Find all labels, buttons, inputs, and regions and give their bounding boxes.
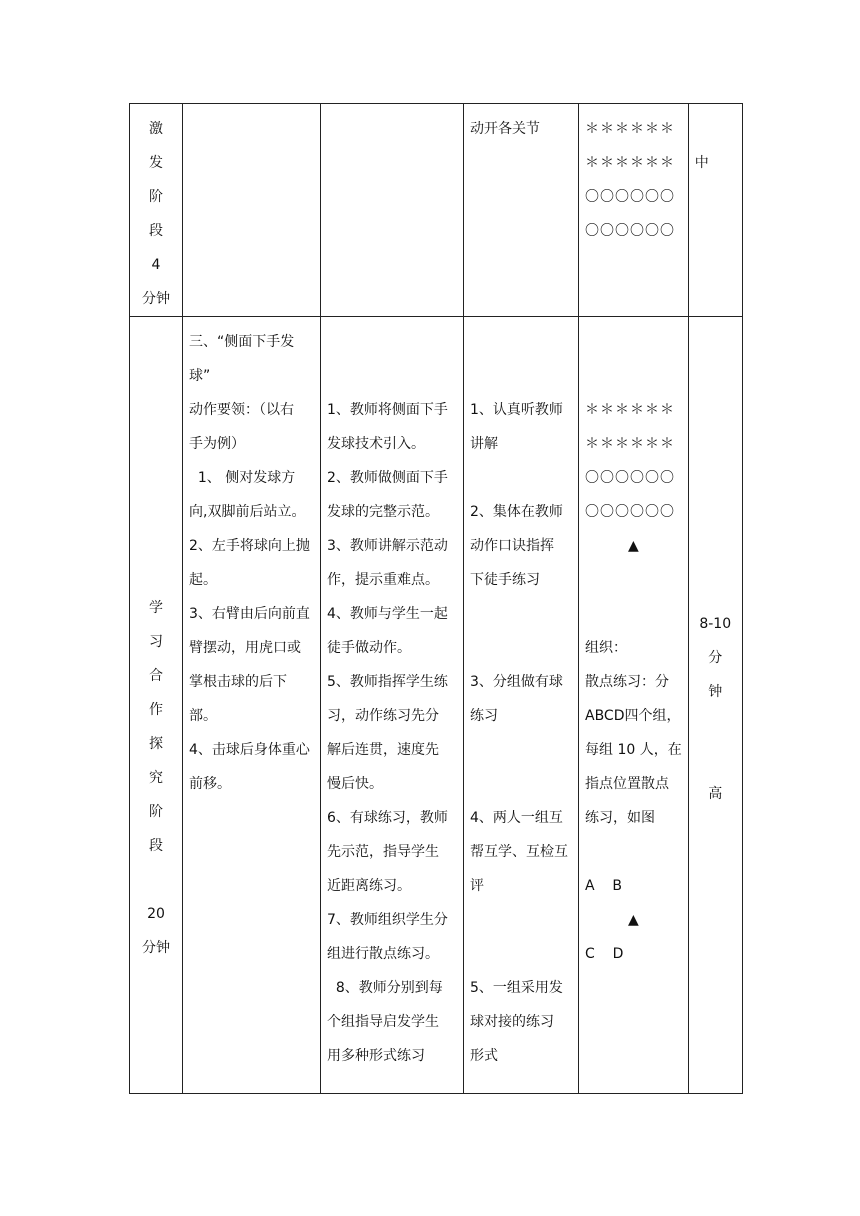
formation-diagram <box>579 104 688 248</box>
text-line: 3、分组做有球 <box>470 674 563 690</box>
table-row <box>130 317 743 1094</box>
text-line: 钟 <box>708 684 723 700</box>
text-line: 形式 <box>470 1048 498 1064</box>
text-line: 2、集体在教师 <box>470 504 563 520</box>
text-line: 动作口诀指挥 <box>470 538 554 554</box>
text-line: 探 <box>149 736 163 752</box>
text-line: 部。 <box>189 708 217 724</box>
text-line: ABCD四个组， <box>585 708 681 724</box>
text-line <box>470 767 572 801</box>
text-line <box>470 461 572 495</box>
organization-text <box>585 631 682 835</box>
text-line: 解后连贯，速度先 <box>327 742 439 758</box>
formation-diagram <box>585 393 682 529</box>
text-line: 段 <box>149 223 163 239</box>
text-line: 每组 10 人，在 <box>585 742 682 758</box>
text-line: 学 <box>149 600 163 616</box>
text-line: 下徒手练习 <box>470 572 540 588</box>
text-line: ＊＊＊＊＊＊ <box>585 402 675 418</box>
text-line: 合 <box>149 668 163 684</box>
text-line <box>695 709 736 743</box>
text-line: 评 <box>470 878 484 894</box>
exercise-load <box>689 104 742 180</box>
text-line: 8、教师分别到每 <box>327 980 443 996</box>
text-line: 4、两人一组互 <box>470 810 563 826</box>
organization-cell <box>579 317 689 1094</box>
text-line: 臂摆动，用虎口或 <box>189 640 301 656</box>
text-line <box>327 359 457 393</box>
text-line: 前移。 <box>189 776 231 792</box>
student-activity <box>464 317 578 1073</box>
text-line: 作 <box>149 702 163 718</box>
text-line: 发球技术引入。 <box>327 436 425 452</box>
group-ab-label: A B <box>585 878 622 894</box>
text-line: 5、教师指挥学生练 <box>327 674 448 690</box>
text-line: ＊＊＊＊＊＊ <box>585 436 675 452</box>
text-line: 掌根击球的后下 <box>189 674 287 690</box>
text-line: 6、有球练习，教师 <box>327 810 448 826</box>
text-line: 动开各关节 <box>470 121 540 137</box>
stage-cell <box>130 104 183 317</box>
text-line <box>695 743 736 777</box>
text-line: 阶 <box>149 189 163 205</box>
text-line: 20 <box>147 906 165 922</box>
text-line: 高 <box>708 786 723 802</box>
text-line: 阶 <box>149 804 163 820</box>
text-line: 习，动作练习先分 <box>327 708 439 724</box>
load-cell <box>688 104 742 317</box>
text-line: 三、“侧面下手发 <box>189 334 295 350</box>
content-cell <box>183 317 321 1094</box>
student-cell <box>464 317 579 1094</box>
text-line: 7、教师组织学生分 <box>327 912 448 928</box>
text-line <box>470 597 572 631</box>
text-line: 5、一组采用发 <box>470 980 563 996</box>
text-line: 帮互学、互检互 <box>470 844 568 860</box>
stage-cell <box>130 317 183 1094</box>
text-line: 4、教师与学生一起 <box>327 606 448 622</box>
text-line: 组进行散点练习。 <box>327 946 439 962</box>
stage-label <box>130 317 182 965</box>
text-line: 作，提示重难点。 <box>327 572 439 588</box>
text-line: 〇〇〇〇〇〇 <box>585 189 675 205</box>
text-line: 分钟 <box>142 940 170 956</box>
text-line: 动作要领：（以右 <box>189 402 294 418</box>
text-line: 球” <box>189 368 211 384</box>
text-line <box>470 903 572 937</box>
student-cell <box>464 104 579 317</box>
teacher-activity <box>321 317 463 1073</box>
text-line <box>470 937 572 971</box>
text-line: 8-10 <box>699 616 732 632</box>
text-line: 练习 <box>470 708 498 724</box>
text-line <box>470 325 572 359</box>
organization-cell <box>579 104 689 317</box>
text-line: ＊＊＊＊＊＊ <box>585 155 675 171</box>
text-line <box>470 631 572 665</box>
text-line: 用多种形式练习 <box>327 1048 425 1064</box>
text-line: 〇〇〇〇〇〇 <box>585 504 675 520</box>
text-line: 分钟 <box>142 291 170 307</box>
text-line: 先示范，指导学生 <box>327 844 439 860</box>
text-line: 中 <box>694 155 709 171</box>
text-line: 究 <box>149 770 163 786</box>
text-line: 向,双脚前后站立。 <box>189 504 306 520</box>
text-line: 分 <box>708 650 723 666</box>
text-line: 起。 <box>189 572 217 588</box>
text-line: 激 <box>149 121 163 137</box>
text-line: ＊＊＊＊＊＊ <box>585 121 675 137</box>
text-line: 个组指导启发学生 <box>327 1014 439 1030</box>
text-line: 发 <box>149 155 163 171</box>
text-line: 〇〇〇〇〇〇 <box>585 470 675 486</box>
text-line: 手为例） <box>189 436 245 452</box>
text-line: 2、左手将球向上抛 <box>189 538 310 554</box>
group-cd-label: C D <box>585 946 624 962</box>
text-line: 讲解 <box>470 436 498 452</box>
text-line: 3、教师讲解示范动 <box>327 538 448 554</box>
text-line <box>470 733 572 767</box>
text-line: 指点位置散点 <box>585 776 669 792</box>
text-line <box>136 863 176 897</box>
teacher-cell <box>321 104 464 317</box>
text-line <box>327 325 457 359</box>
stage-label <box>130 104 182 316</box>
text-line: 练习，如图 <box>585 810 655 826</box>
text-line: 1、教师将侧面下手 <box>327 402 448 418</box>
lesson-plan-table <box>129 103 743 1094</box>
content-cell <box>183 104 321 317</box>
exercise-load <box>689 317 742 811</box>
table-row <box>130 104 743 317</box>
technique-content <box>183 317 320 801</box>
text-line: 散点练习：分 <box>585 674 669 690</box>
text-line: 1、认真听教师 <box>470 402 563 418</box>
text-line <box>695 112 736 146</box>
text-line: 3、右臂由后向前直 <box>189 606 310 622</box>
text-line: 球对接的练习 <box>470 1014 554 1030</box>
text-line <box>470 359 572 393</box>
student-activity <box>464 104 578 146</box>
text-line: 〇〇〇〇〇〇 <box>585 223 675 239</box>
text-line: 徒手做动作。 <box>327 640 411 656</box>
teacher-position-marker: ▲ <box>627 538 639 554</box>
text-line: 4 <box>151 257 161 273</box>
text-line: 组织： <box>585 640 627 656</box>
text-line: 2、教师做侧面下手 <box>327 470 448 486</box>
text-line: 发球的完整示范。 <box>327 504 439 520</box>
center-marker: ▲ <box>627 912 639 928</box>
load-cell <box>688 317 742 1094</box>
text-line: 近距离练习。 <box>327 878 411 894</box>
text-line: 段 <box>149 838 163 854</box>
text-line: 1、 侧对发球方 <box>189 470 296 486</box>
teacher-cell <box>321 317 464 1094</box>
text-line: 4、击球后身体重心 <box>189 742 310 758</box>
text-line: 慢后快。 <box>327 776 383 792</box>
text-line: 习 <box>149 634 163 650</box>
